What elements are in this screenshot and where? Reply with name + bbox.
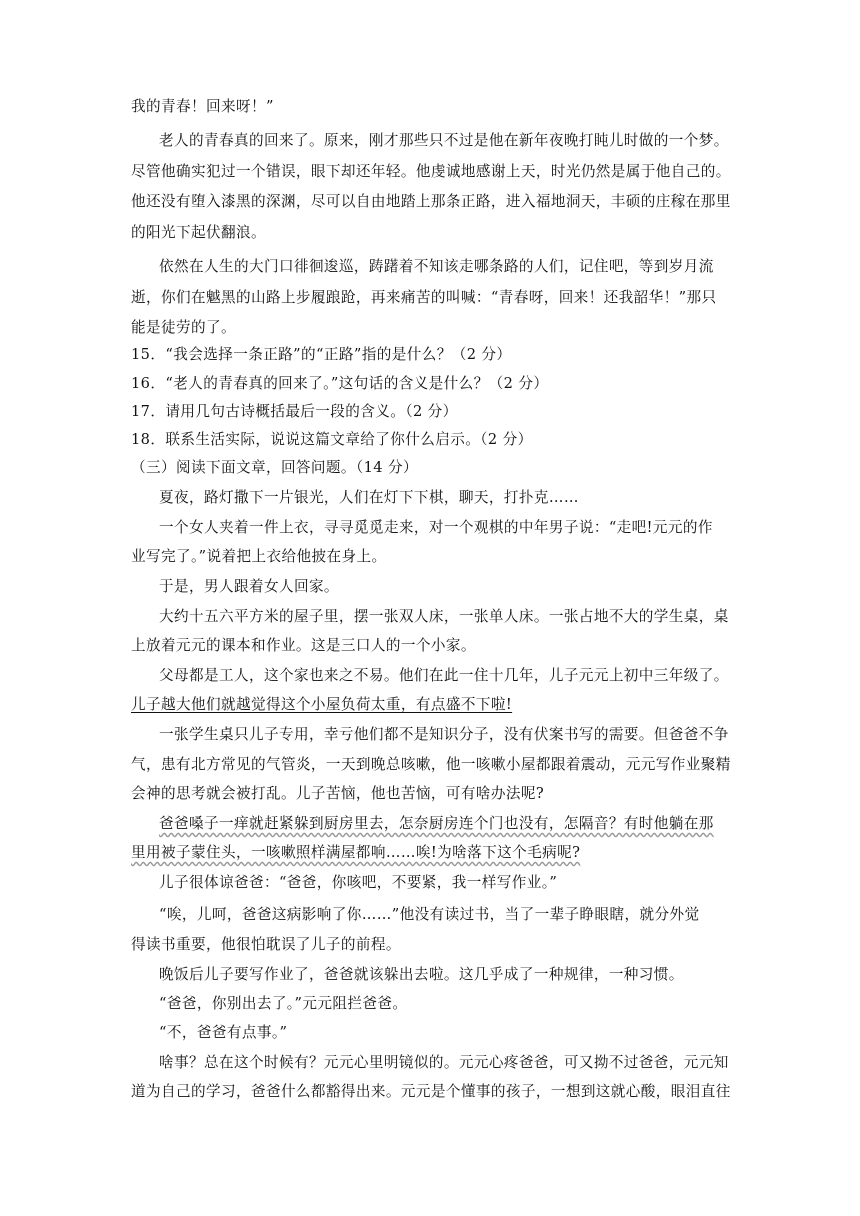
wavy-underlined-sentence: 里用被子蒙住头，一咳嗽照样满屋都响……唉!为啥落下这个毛病呢? bbox=[131, 844, 581, 861]
text-line: 大约十五六平方米的屋子里，摆一张双人床，一张单人床。一张占地不大的学生桌，桌 bbox=[159, 608, 729, 625]
text-line: 儿子很体谅爸爸：“爸爸，你咳吧，不要紧，我一样写作业。” bbox=[159, 874, 558, 891]
text-line: “不，爸爸有点事。” bbox=[159, 1024, 288, 1041]
question-16: 16．“老人的青春真的回来了。”这句话的含义是什么？（2 分） bbox=[131, 375, 549, 392]
question-17: 17．请用几句古诗概括最后一段的含义。（2 分） bbox=[131, 403, 458, 420]
text-line: 逝，你们在魆黑的山路上步履踉跄，再来痛苦的叫喊：“青春呀，回来！还我韶华！”那只 bbox=[131, 289, 717, 306]
text-line: 的阳光下起伏翻浪。 bbox=[131, 224, 266, 241]
text-line: 于是，男人跟着女人回家。 bbox=[159, 578, 339, 595]
text-line: 道为自己的学习，爸爸什么都豁得出来。元元是个懂事的孩子，一想到这就心酸，眼泪直往 bbox=[131, 1083, 731, 1100]
text-line: 老人的青春真的回来了。原来，刚才那些只不过是他在新年夜晚打盹儿时做的一个梦。 bbox=[159, 132, 729, 149]
text-line: 他还没有堕入漆黑的深渊，尽可以自由地踏上那条正路，进入福地洞天，丰硕的庄稼在那里 bbox=[131, 193, 731, 210]
text-line: 依然在人生的大门口徘徊逡巡，踌躇着不知该走哪条路的人们，记住吧，等到岁月流 bbox=[159, 258, 714, 275]
text-line: 啥事？总在这个时候有？元元心里明镜似的。元元心疼爸爸，可又拗不过爸爸，元元知 bbox=[159, 1054, 729, 1071]
text-line: 我的青春！回来呀！” bbox=[131, 98, 274, 115]
text-line: 上放着元元的课本和作业。这是三口人的一个小家。 bbox=[131, 637, 476, 654]
text-line: 得读书重要，他很怕耽误了儿子的前程。 bbox=[131, 936, 401, 953]
text-line: 业写完了。”说着把上衣给他披在身上。 bbox=[131, 548, 387, 565]
text-line: 一张学生桌只儿子专用，幸亏他们都不是知识分子，没有伏案书写的需要。但爸爸不争 bbox=[159, 726, 729, 743]
text-line: “唉，儿呵，爸爸这病影响了你……”他没有读过书，当了一辈子睁眼瞎，就分外觉 bbox=[159, 906, 700, 923]
text-line: 晚饭后儿子要写作业了，爸爸就该躲出去啦。这几乎成了一种规律，一种习惯。 bbox=[159, 966, 684, 983]
wavy-underlined-sentence: 爸爸嗓子一痒就赶紧躲到厨房里去，怎奈厨房连个门也没有，怎隔音？有时他躺在那 bbox=[159, 815, 714, 832]
text-line: “爸爸，你别出去了。”元元阻拦爸爸。 bbox=[159, 995, 408, 1012]
text-line: 会神的思考就会被打乱。儿子苦恼，他也苦恼，可有啥办法呢? bbox=[131, 785, 545, 802]
text-line: 父母都是工人，这个家也来之不易。他们在此一住十几年，儿子元元上初中三年级了。 bbox=[159, 667, 729, 684]
text-line: 尽管他确实犯过一个错误，眼下却还年轻。他虔诚地感谢上天，时光仍然是属于他自己的。 bbox=[131, 163, 731, 180]
text-line: 能是徒劳的了。 bbox=[131, 319, 236, 336]
text-line: 夏夜，路灯撒下一片银光，人们在灯下下棋，聊天，打扑克…… bbox=[159, 489, 579, 506]
text-line: 一个女人夹着一件上衣，寻寻觅觅走来，对一个观棋的中年男子说：“走吧!元元的作 bbox=[159, 519, 713, 536]
question-18: 18．联系生活实际，说说这篇文章给了你什么启示。（2 分） bbox=[131, 431, 533, 448]
text-line: 气，患有北方常见的气管炎，一天到晚总咳嗽，他一咳嗽小屋都跟着震动，元元写作业聚精 bbox=[131, 756, 731, 773]
underlined-sentence: 儿子越大他们就越觉得这个小屋负荷太重，有点盛不下啦! bbox=[131, 696, 513, 713]
question-15: 15．“我会选择一条正路”的“正路”指的是什么？（2 分） bbox=[131, 346, 512, 363]
section-heading: （三）阅读下面文章，回答问题。（14 分） bbox=[131, 459, 418, 476]
